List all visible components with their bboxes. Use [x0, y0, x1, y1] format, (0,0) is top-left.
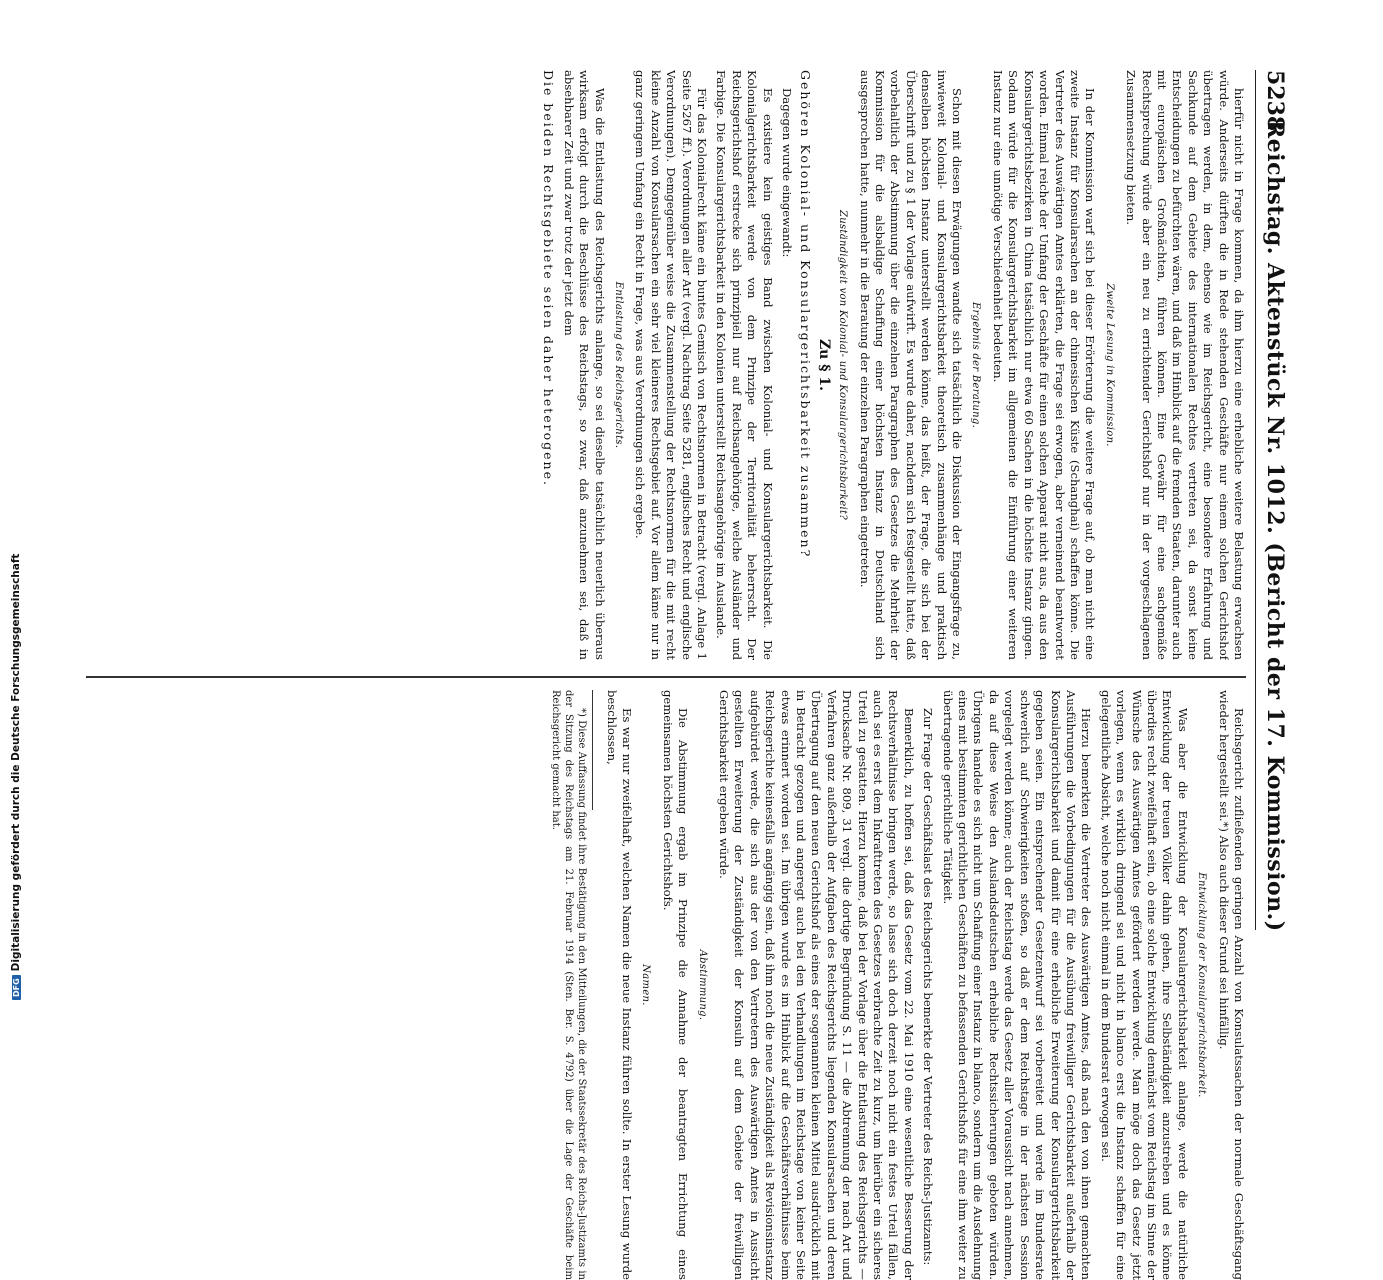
side-heading: Zuständigkeit von Kolonial- und Konsulargerichtsbarkeit? — [837, 209, 849, 521]
paragraph: Bemerklich, zu hoffen sei, daß das Gesetz vom 22. Mai 1910 eine wesentliche Besserung der Rechtsverhältnisse bringen werde, so lasse sich doch derzeit noch nicht ein festes Urteil fällen, auch sei es erst dem Inkrafttreten des Gesetzes verbrachte Zeit zu kurz, um hierüber ein sicheres Urteil zu gestatten. Hierzu komme, daß bei der Vorlage über die Entlastung des Reichsgerichts — Drucksache Nr. 809, 31 vergl. die dortige Begründung S. 11 — die Abtrennung der nach Art und Verfahren ganz außerhalb der Aufgaben des Reichsgerichts liegenden Konsularsachen und deren Übertragung auf den neuen Gerichtshof als eines der sogenannten kleinen Mittel ausdrücklich mit in Betracht gezogen und angeregt auch bei den Verhandlungen im Reichstage von keiner Seite etwas erinnert worden sei. Im übrigen wurde es im Hinblick auf die Geschäftsverhältnisse beim Reichsgerichte keinesfalls angängig sein, daß ihm noch die neue Zuständigkeit als Revisionsinstanz aufgebürdet werde, die sich aus der von den Vertretern des Auswärtigen Amtes in Aussicht gestellten Erweiterung der Zuständigkeit der Konsuln auf dem Gebiete der freiwilligen Gerichtsbarkeit ergeben würde. — [717, 690, 916, 1280]
paragraph: Hierzu bemerkten die Vertreter des Auswärtigen Amtes, daß nach den von ihnen gemachten Ausführungen die Vorbedingungen für die Ausübung freiwilliger Gerichtsbarkeit außerhalb der Konsulargerichtsbarkeit und damit für eine erhebliche Erweiterung der Konsulargerichtsbarkeit gegeben seien. Ein entsprechender Gesetzentwurf sei vorbereitet und werde im Bundesrate schwerlich auf Schwierigkeiten stoßen, so daß er dem Reichstage in der nächsten Session vorgelegt werden könne; auch der Reichstag werde das Gesetz aller Voraussicht nach annehmen, da auf diese Weise den Auslandsdeutschen erhebliche Rechtssicherungen geboten würden. Übrigens handele es sich nicht um Schaffung einer Instanz in blanco, sondern um die Ausdehnung eines mit bestimmten gerichtlichen Geschäften zu befassenden Gerichtshofs für eine ihm weiter zu übertragende gerichtliche Tätigkeit. — [940, 690, 1094, 1280]
side-heading: Zweite Lesung in Kommission. — [1103, 283, 1115, 447]
rotated-text-block — [75, 70, 1290, 1280]
question-text: Gehören Kolonial- und Konsulargerichtsbarkeit zusammen? — [798, 70, 814, 559]
paragraph: Was die Entlastung des Reichsgerichts anlange, so sei dieselbe tatsächlich neuerlich überaus wirksam erfolgt durch die Beschlüsse des Reichstags, so zwar, daß anzunehmen sei, daß in absehbarer Zeit und zwar trotz der jetzt dem — [561, 70, 607, 660]
paragraph: Für das Kolonialrecht käme ein buntes Gemisch von Rechtsnormen in Betracht (vergl. Anlage 1 Seite 5267 ff.). Verordnungen aller Art (vergl. Nachtrag Seite 5281, englisches Recht und englische Verordnungen). Demgegenüber weise die Zusammenstellung der Rechtsnormen für die mit recht kleine Anzahl von Konsularsachen ein sehr viel kleineres Rechtsgebiet auf. Vor allem käme nur in ganz geringem Umfang ein Recht in Frage, was aus Verordnungen sich ergebe. — [633, 70, 709, 660]
paragraph: Dagegen wurde eingewandt: — [780, 88, 795, 258]
column-right — [76, 690, 1246, 1280]
side-heading: Entwicklung der Konsulargerichtsbarkeit. — [1196, 872, 1208, 1098]
dfg-logo: DFG — [12, 975, 21, 1000]
paragraph: Es war nur zweifelhaft, welchen Namen die neue Instanz führen sollte. In erster Lesung wurde beschlossen, — [604, 690, 634, 1280]
digitization-credit — [10, 10, 24, 1000]
page-header — [1255, 70, 1290, 930]
column-left — [76, 70, 1246, 660]
column-divider — [86, 676, 1246, 678]
question-text: Die beiden Rechtsgebiete seien daher heterogene. — [541, 70, 557, 487]
side-heading: Ergebnis der Beratung. — [970, 301, 982, 429]
footnote: *) Diese Auffassung findet ihre Bestätigung in den Mitteilungen, die der Staatssekretär des Reichs-Justizamts in der Sitzung des Reichstags am 21. Februar 1914 (Sten. Ber. S. 4792) über die Lage der Geschäfte beim Reichsgericht gemacht hat. — [550, 690, 588, 1280]
footnote-rule — [592, 690, 593, 810]
side-heading: Entlastung des Reichsgerichts. — [612, 281, 624, 449]
side-heading: Namen. — [640, 964, 652, 1006]
paragraph: Schon mit diesen Erwägungen wandte sich tatsächlich die Diskussion der Eingangsfrage zu, inwieweit Kolonial- und Konsulargerichtsbarkeit theoretisch zusammenhänge und praktisch denselben höchsten Instanz unterstellt werden könne, das heißt, der Frage, die sich bei der Überschrift und zu § 1 der Vorlage aufwirft. Es wurde daher, nachdem sich festgestellt hatte, daß vorbehaltlich der Abstimmung über die einzelnen Paragraphen des Gesetzes die Mehrheit der Kommission für die alsbaldige Schaffung einer höchsten Instanz in Deutschland sich ausgesprochen hatte, nunmehr in die Beratung der einzelnen Paragraphen eingetreten. — [857, 70, 965, 660]
paragraph: In der Kommission warf sich bei dieser Erörterung die weitere Frage auf, ob man nicht eine zweite Instanz für Konsularsachen an der chinesischen Küste (Schanghai) schaffen könne. Die Vertreter des Auswärtigen Amtes erklärten, die Frage sei erwogen, aber verneinend beantwortet worden. Einmal reiche der Umfang der Geschäfte für einen solchen Apparat nicht aus, da aus den Konsulargerichtsbezirken in China tatsächlich nur etwa 60 Sachen in die höchste Instanz gingen. Sodann würde für die Konsulargerichtsbarkeit im allgemeinen die Einführung einer weiteren Instanz nur eine unnötige Verschiedenheit bedeuten. — [990, 70, 1098, 660]
page-number: 5238 — [1262, 70, 1288, 132]
paragraph: Es existiere kein geistiges Band zwischen Kolonial- und Konsulargerichtsbarkeit. Die Kolonialgerichtsbarkeit werde von dem Prinzipe der Territorialität beherrscht. Der Reichsgerichtshof erstrecke sich prinzipiell nur auf Reichsangehörige, welche Ausländer und Farbige. Die Konsulargerichtsbarkeit in den Kolonien unterstellt Reichsangehörige im Auslande. — [714, 70, 775, 660]
paragraph: Die Abstimmung ergab im Prinzipe die Annahme der beantragten Errichtung eines gemeinsamen höchsten Gerichtshofs. — [660, 690, 691, 1280]
paragraph: Reichsgericht zufließenden geringen Anzahl von Konsulatssachen der normale Geschäftsgang wieder hergestellt sei.*) Also auch dieser Grund sei hinfällig. — [1216, 690, 1246, 1280]
paragraph: Zur Frage der Geschäftslast des Reichsgerichts bemerkte der Vertreter des Reichs-Justizamts: — [921, 708, 936, 1266]
paragraph: Was aber die Entwicklung der Konsulargerichtsbarkeit anlange, werde die natürliche Entwicklung der treuen Völker dahin gehen, ihre Selbständigkeit anzustreben und es könne überdies recht zweifelhaft sein, ob eine solche Entwicklung dennächst vom Reichstag im Sinne der Wünsche des Auswärtigen Amtes gefördert werden werde. Man möge doch das Gesetz jetzt vorlegen, wenn es wirklich dringend sei und nicht in blanco erst die Instanz schaffen für eine gelegentliche Absicht, welche noch nicht einmal in dem Bundesrat erwogen sei. — [1098, 690, 1190, 1280]
section-heading: Zu § 1. — [815, 338, 832, 392]
side-heading: Abstimmung. — [696, 949, 708, 1021]
paragraph: hierfür nicht in Frage kommen, da ihm hierzu eine erhebliche weitere Belastung erwachsen würde. Anderseits dürften die in Rede stehenden Geschäfte nur einem solchen Gerichtshof übertragen werden, in dem, ebenso wie im Reichsgericht, eine besondere Erfahrung und Sachkunde auf dem Gebiete des internationalen Rechtes vertreten sei, da sonst keine Entscheidungen zu befürchten wären, und daß im Hinblick auf die fremden Staaten, darunter auch mit europäischen Großmächten, führen können. Eine Gewähr für eine sachgemäße Rechtsprechung würde aber ein neu zu errichtender Gerichtshof nur in der vorgeschlagenen Zusammensetzung bieten. — [1124, 70, 1246, 660]
digitization-text: Digitalisierung gefördert durch die Deutsche Forschungsgemeinschaft — [10, 553, 22, 972]
header-title: Reichstag. Aktenstück Nr. 1012. (Bericht der 17. Kommission.) — [1262, 120, 1288, 932]
